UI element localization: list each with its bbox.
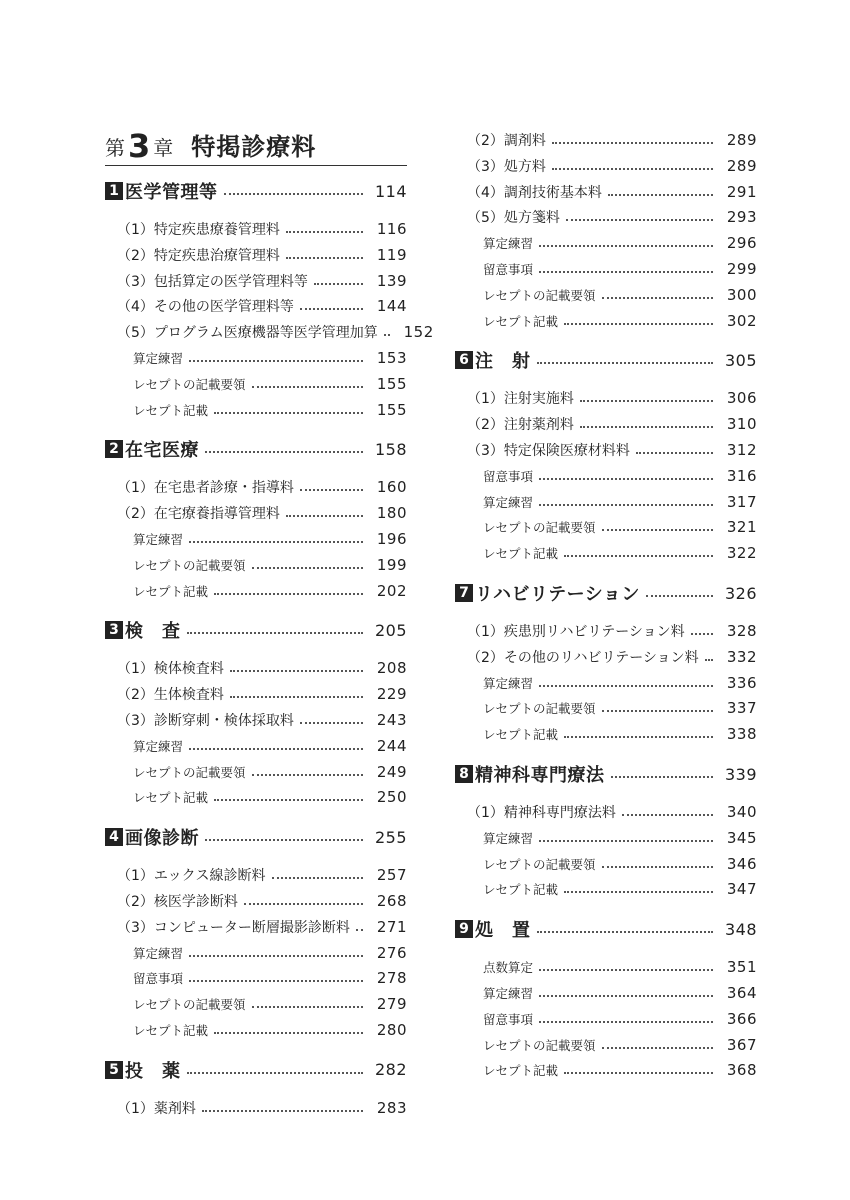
dot-leader	[564, 555, 713, 557]
toc-page-number: 243	[376, 711, 407, 729]
toc-entry-title: レセプトの記載要領	[133, 557, 246, 573]
toc-page-number: 326	[724, 583, 757, 603]
toc-entry-title: （5）処方箋料	[467, 210, 560, 227]
toc-entry-title: レセプトの記載要領	[483, 856, 596, 872]
dot-leader	[539, 969, 713, 971]
toc-entry-title: 算定練習	[483, 830, 534, 846]
toc-entry-title: レセプトの記載要領	[483, 520, 596, 536]
toc-section[interactable]	[455, 347, 757, 373]
toc-subitem[interactable]	[105, 347, 407, 369]
dot-leader	[189, 748, 363, 750]
toc-entry-title: レセプト記載	[133, 583, 209, 599]
toc-page-number: 280	[376, 1021, 407, 1039]
toc-item[interactable]	[105, 270, 407, 292]
dot-leader	[224, 193, 364, 195]
dot-leader	[539, 271, 713, 273]
toc-subitem[interactable]	[455, 284, 757, 306]
toc-page-number: 180	[376, 504, 407, 523]
toc-entry-title: （3）コンピューター断層撮影診断料	[117, 919, 350, 936]
toc-entry-title: レセプト記載	[133, 402, 209, 418]
toc-subitem[interactable]	[105, 967, 407, 989]
toc-entry-title: （2）在宅療養指導管理料	[117, 506, 280, 523]
toc-entry-title: 算定練習	[133, 351, 184, 366]
toc-entry-title: 検 査	[125, 621, 181, 643]
toc-subitem[interactable]	[455, 1059, 757, 1081]
dot-leader	[300, 722, 363, 724]
dot-leader	[537, 362, 714, 364]
toc-entry-title: （1）特定疾患療養管理料	[117, 222, 280, 238]
toc-entry-title: （1）検体検査料	[117, 661, 224, 678]
dot-leader	[384, 334, 390, 336]
toc-page-number: 306	[726, 389, 757, 408]
toc-entry-title: （1）注射実施料	[467, 391, 574, 408]
toc-entry-title: レセプトの記載要領	[483, 701, 596, 717]
toc-entry-title: （4）調剤技術基本料	[467, 184, 602, 201]
toc-entry-title: 点数算定	[483, 960, 534, 976]
toc-entry-title: レセプト記載	[133, 1023, 209, 1038]
toc-page-number: 153	[376, 349, 407, 367]
dot-leader	[564, 323, 713, 325]
toc-page-number: 339	[724, 764, 757, 784]
toc-item[interactable]	[455, 620, 757, 642]
toc-subitem[interactable]	[455, 310, 757, 332]
chapter-suffix: 章	[153, 136, 174, 160]
dot-leader	[252, 774, 363, 776]
dot-leader	[286, 257, 363, 259]
toc-subitem[interactable]	[105, 735, 407, 757]
dot-leader	[214, 1032, 363, 1034]
toc-entry-title: リハビリテーション	[475, 584, 640, 605]
toc-entry-title: 算定練習	[133, 945, 184, 961]
toc-entry-title: （3）診断穿刺・検体採取料	[117, 713, 294, 729]
toc-section[interactable]	[455, 916, 757, 942]
dot-leader	[539, 504, 713, 506]
dot-leader	[636, 452, 713, 454]
toc-subitem[interactable]	[455, 672, 757, 694]
toc-subitem[interactable]	[455, 232, 757, 254]
dot-leader	[214, 799, 363, 801]
section-number-badge: 5	[105, 1061, 123, 1079]
toc-section[interactable]	[105, 617, 407, 643]
toc-item[interactable]	[105, 218, 407, 240]
dot-leader	[230, 696, 363, 698]
toc-page-number: 276	[376, 943, 407, 962]
toc-item[interactable]	[105, 244, 407, 266]
toc-page-number: 302	[726, 311, 757, 330]
toc-entry-title: レセプトの記載要領	[483, 1037, 596, 1053]
dot-leader	[539, 245, 713, 247]
toc-page-number: 351	[726, 958, 757, 977]
dot-leader	[187, 1072, 364, 1074]
section-number-badge: 9	[455, 920, 473, 938]
dot-leader	[646, 595, 713, 597]
toc-page-number: 119	[376, 245, 407, 264]
toc-entry-title: （2）生体検査料	[117, 687, 224, 704]
toc-entry-title: （3）処方料	[467, 158, 546, 175]
dot-leader	[602, 297, 713, 299]
section-number-badge: 1	[105, 182, 123, 200]
toc-entry-title: （2）調剤料	[467, 133, 546, 149]
toc-entry-title: レセプトの記載要領	[483, 287, 596, 303]
toc-page-number: 345	[726, 828, 757, 847]
toc-item[interactable]	[105, 916, 407, 938]
toc-entry-title: レセプト記載	[483, 313, 559, 329]
toc-page-number: 278	[376, 969, 407, 988]
toc-page-number: 322	[726, 544, 757, 563]
toc-page-number: 328	[726, 622, 757, 640]
dot-leader	[189, 541, 363, 543]
dot-leader	[214, 412, 363, 414]
toc-page-number: 291	[726, 182, 757, 201]
toc-page-number: 283	[376, 1098, 407, 1117]
dot-leader	[356, 929, 363, 931]
toc-page-number: 268	[376, 892, 407, 910]
toc-page-number: 139	[376, 271, 407, 290]
dot-leader	[608, 194, 713, 196]
toc-entry-title: （5）プログラム医療機器等医学管理加算	[117, 325, 378, 342]
dot-leader	[202, 1110, 363, 1112]
dot-leader	[552, 142, 713, 144]
toc-subitem[interactable]	[105, 786, 407, 808]
toc-entry-title: レセプト記載	[133, 790, 209, 806]
toc-entry-title: 注 射	[475, 351, 531, 373]
toc-page-number: 340	[726, 803, 757, 821]
toc-entry-title: 留意事項	[483, 262, 534, 277]
toc-page-number: 196	[376, 530, 407, 548]
toc-page-number: 208	[376, 659, 407, 678]
dot-leader	[244, 903, 363, 905]
toc-item[interactable]	[105, 295, 407, 317]
toc-entry-title: レセプト記載	[483, 546, 559, 562]
toc-entry-title: 算定練習	[133, 532, 184, 547]
toc-subitem[interactable]	[105, 373, 407, 395]
toc-page-number: 293	[726, 208, 757, 227]
toc-section[interactable]	[105, 436, 407, 462]
toc-page-number: 317	[726, 492, 757, 511]
toc-subitem[interactable]	[105, 554, 407, 576]
toc-item[interactable]	[455, 646, 757, 668]
dot-leader	[286, 515, 363, 517]
toc-subitem[interactable]	[455, 491, 757, 513]
toc-page-number: 346	[726, 854, 757, 873]
toc-entry-title: 算定練習	[483, 986, 534, 1001]
toc-entry-title: 算定練習	[483, 236, 534, 252]
toc-item[interactable]	[455, 439, 757, 461]
toc-entry-title: 精神科専門療法	[475, 765, 605, 786]
toc-page-number: 338	[726, 725, 757, 744]
dot-leader	[286, 231, 363, 233]
dot-leader	[300, 489, 363, 491]
toc-subitem[interactable]	[455, 258, 757, 280]
toc-subitem[interactable]	[455, 878, 757, 900]
toc-page-number: 348	[724, 919, 757, 939]
toc-page-number: 255	[374, 827, 407, 847]
toc-page-number: 144	[376, 297, 407, 316]
toc-page-number: 305	[724, 350, 757, 370]
toc-subitem[interactable]	[105, 528, 407, 550]
dot-leader	[252, 1006, 363, 1008]
toc-subitem[interactable]	[455, 697, 757, 719]
dot-leader	[539, 1021, 713, 1023]
toc-page-number: 364	[726, 984, 757, 1002]
section-number-badge: 3	[105, 621, 123, 639]
toc-section[interactable]	[105, 824, 407, 850]
toc-page-number: 282	[374, 1060, 407, 1080]
toc-item[interactable]	[455, 129, 757, 151]
toc-section[interactable]	[455, 580, 757, 606]
toc-subitem[interactable]	[105, 942, 407, 964]
dot-leader	[205, 451, 363, 453]
dot-leader	[611, 776, 714, 778]
toc-page-number: 199	[376, 555, 407, 574]
toc-subitem[interactable]	[455, 1034, 757, 1056]
toc-subitem[interactable]	[455, 516, 757, 538]
toc-subitem[interactable]	[455, 723, 757, 745]
dot-leader	[602, 1047, 713, 1049]
toc-entry-title: （1）疾患別リハビリテーション料	[467, 624, 685, 640]
toc-entry-title: 算定練習	[483, 675, 534, 691]
toc-subitem[interactable]	[455, 542, 757, 564]
toc-subitem[interactable]	[105, 993, 407, 1015]
toc-page-number: 337	[726, 699, 757, 718]
dot-leader	[189, 955, 363, 957]
section-number-badge: 2	[105, 440, 123, 458]
dot-leader	[564, 891, 713, 893]
section-number-badge: 4	[105, 828, 123, 846]
toc-page-number: 289	[726, 131, 757, 149]
toc-item[interactable]	[455, 801, 757, 823]
dot-leader	[539, 995, 713, 997]
toc-item[interactable]	[455, 155, 757, 177]
toc-item[interactable]	[105, 321, 434, 343]
section-number-badge: 6	[455, 351, 473, 369]
toc-page-number: 296	[726, 234, 757, 253]
dot-leader	[252, 386, 363, 388]
toc-subitem[interactable]	[105, 761, 407, 783]
dot-leader	[189, 360, 363, 362]
toc-page-number: 316	[726, 466, 757, 485]
dot-leader	[537, 931, 714, 933]
toc-item[interactable]	[105, 683, 407, 705]
dot-leader	[566, 219, 713, 221]
toc-page-number: 366	[726, 1009, 757, 1028]
dot-leader	[189, 980, 363, 982]
dot-leader	[602, 866, 713, 868]
toc-subitem[interactable]	[105, 399, 407, 421]
dot-leader	[602, 710, 713, 712]
toc-entry-title: （1）薬剤料	[117, 1100, 196, 1117]
toc-entry-title: （4）その他の医学管理料等	[117, 299, 294, 316]
toc-page-number: 336	[726, 673, 757, 692]
toc-entry-title: レセプト記載	[483, 727, 559, 743]
toc-entry-title: 医学管理等	[125, 182, 218, 203]
chapter-number: 3	[128, 127, 151, 165]
toc-entry-title: （1）エックス線診断料	[117, 868, 266, 885]
dot-leader	[552, 168, 713, 170]
toc-item[interactable]	[455, 387, 757, 409]
dot-leader	[602, 529, 713, 531]
toc-page-number: 160	[376, 478, 407, 497]
toc-entry-title: （2）核医学診断料	[117, 894, 238, 910]
dot-leader	[564, 736, 713, 738]
toc-page-number: 114	[374, 181, 407, 201]
dot-leader	[539, 478, 713, 480]
toc-subitem[interactable]	[455, 982, 757, 1004]
toc-item[interactable]	[105, 1097, 407, 1119]
dot-leader	[214, 593, 363, 595]
toc-page-number: 155	[376, 400, 407, 419]
toc-page-number: 202	[376, 581, 407, 600]
toc-page-number: 257	[376, 866, 407, 885]
toc-entry-title: 処 置	[475, 920, 531, 942]
dot-leader	[691, 633, 713, 635]
toc-page-number: 249	[376, 762, 407, 781]
toc-item[interactable]	[105, 890, 407, 912]
toc-entry-title: レセプトの記載要領	[133, 376, 246, 392]
toc-item[interactable]	[455, 206, 757, 228]
toc-entry-title: 画像診断	[125, 828, 199, 850]
toc-subitem[interactable]	[105, 1019, 407, 1041]
dot-leader	[705, 659, 713, 661]
toc-entry-title: 留意事項	[483, 468, 534, 484]
dot-leader	[187, 632, 364, 634]
toc-entry-title: レセプトの記載要領	[133, 764, 246, 780]
dot-leader	[539, 840, 713, 842]
toc-page-number: 299	[726, 260, 757, 278]
toc-page-number: 367	[726, 1035, 757, 1054]
chapter-title: 特掲診療料	[191, 133, 317, 161]
dot-leader	[205, 839, 363, 841]
toc-page-number: 155	[376, 374, 407, 393]
toc-item[interactable]	[105, 709, 407, 731]
dot-leader	[564, 1072, 713, 1074]
toc-entry-title: （2）特定疾患治療管理料	[117, 247, 280, 264]
toc-entry-title: 投 薬	[125, 1060, 181, 1082]
toc-item[interactable]	[105, 657, 407, 679]
toc-subitem[interactable]	[455, 827, 757, 849]
toc-entry-title: （1）在宅患者診療・指導料	[117, 480, 294, 497]
section-number-badge: 7	[455, 584, 473, 602]
toc-page-number: 158	[374, 439, 407, 459]
toc-page-number: 116	[376, 220, 407, 238]
toc-entry-title: （3）包括算定の医学管理料等	[117, 273, 308, 290]
toc-entry-title: 算定練習	[133, 738, 184, 754]
section-number-badge: 8	[455, 765, 473, 783]
toc-entry-title: 在宅医療	[125, 440, 199, 462]
toc-item[interactable]	[105, 864, 407, 886]
toc-subitem[interactable]	[455, 956, 757, 978]
dot-leader	[300, 308, 363, 310]
toc-page-number: 205	[374, 620, 407, 640]
dot-leader	[622, 814, 713, 816]
toc-entry-title: （2）その他のリハビリテーション料	[467, 649, 699, 666]
toc-entry-title: レセプト記載	[483, 1063, 559, 1079]
toc-entry-title: 留意事項	[133, 971, 184, 987]
toc-subitem[interactable]	[455, 465, 757, 487]
toc-page-number: 310	[726, 415, 757, 434]
toc-page-number: 312	[726, 441, 757, 459]
toc-item[interactable]	[455, 413, 757, 435]
chapter-heading	[105, 128, 407, 166]
toc-entry-title: レセプト記載	[483, 882, 559, 898]
chapter-prefix: 第	[105, 136, 125, 160]
dot-leader	[272, 877, 364, 879]
toc-page-number: 152	[403, 323, 434, 342]
toc-page-number: 332	[726, 647, 757, 666]
toc-subitem[interactable]	[455, 1008, 757, 1030]
toc-page-number: 229	[376, 685, 407, 704]
dot-leader	[252, 567, 363, 569]
toc-entry-title: 算定練習	[483, 494, 534, 510]
toc-entry-title: （1）精神科専門療法料	[467, 805, 616, 821]
toc-page-number: 347	[726, 880, 757, 899]
toc-entry-title: レセプトの記載要領	[133, 997, 246, 1013]
toc-entry-title: 留意事項	[483, 1011, 534, 1027]
toc-page-number: 368	[726, 1061, 757, 1080]
toc-page-number: 300	[726, 285, 757, 304]
toc-entry-title: （3）特定保険医療材料料	[467, 443, 630, 459]
toc-section[interactable]	[105, 1057, 407, 1083]
toc-subitem[interactable]	[105, 580, 407, 602]
toc-item[interactable]	[455, 181, 757, 203]
toc-item[interactable]	[105, 476, 407, 498]
toc-page-number: 244	[376, 736, 407, 755]
toc-entry-title: （2）注射薬剤料	[467, 417, 574, 434]
dot-leader	[314, 283, 363, 285]
dot-leader	[580, 400, 713, 402]
toc-section[interactable]	[455, 761, 757, 787]
toc-page-number: 289	[726, 156, 757, 175]
toc-page-number: 250	[376, 788, 407, 807]
toc-page-number: 321	[726, 518, 757, 537]
toc-section[interactable]	[105, 178, 407, 204]
toc-subitem[interactable]	[455, 853, 757, 875]
dot-leader	[580, 426, 713, 428]
toc-item[interactable]	[105, 502, 407, 524]
dot-leader	[539, 685, 713, 687]
dot-leader	[230, 670, 363, 672]
toc-page-number: 279	[376, 995, 407, 1014]
toc-page-number: 271	[376, 917, 407, 936]
